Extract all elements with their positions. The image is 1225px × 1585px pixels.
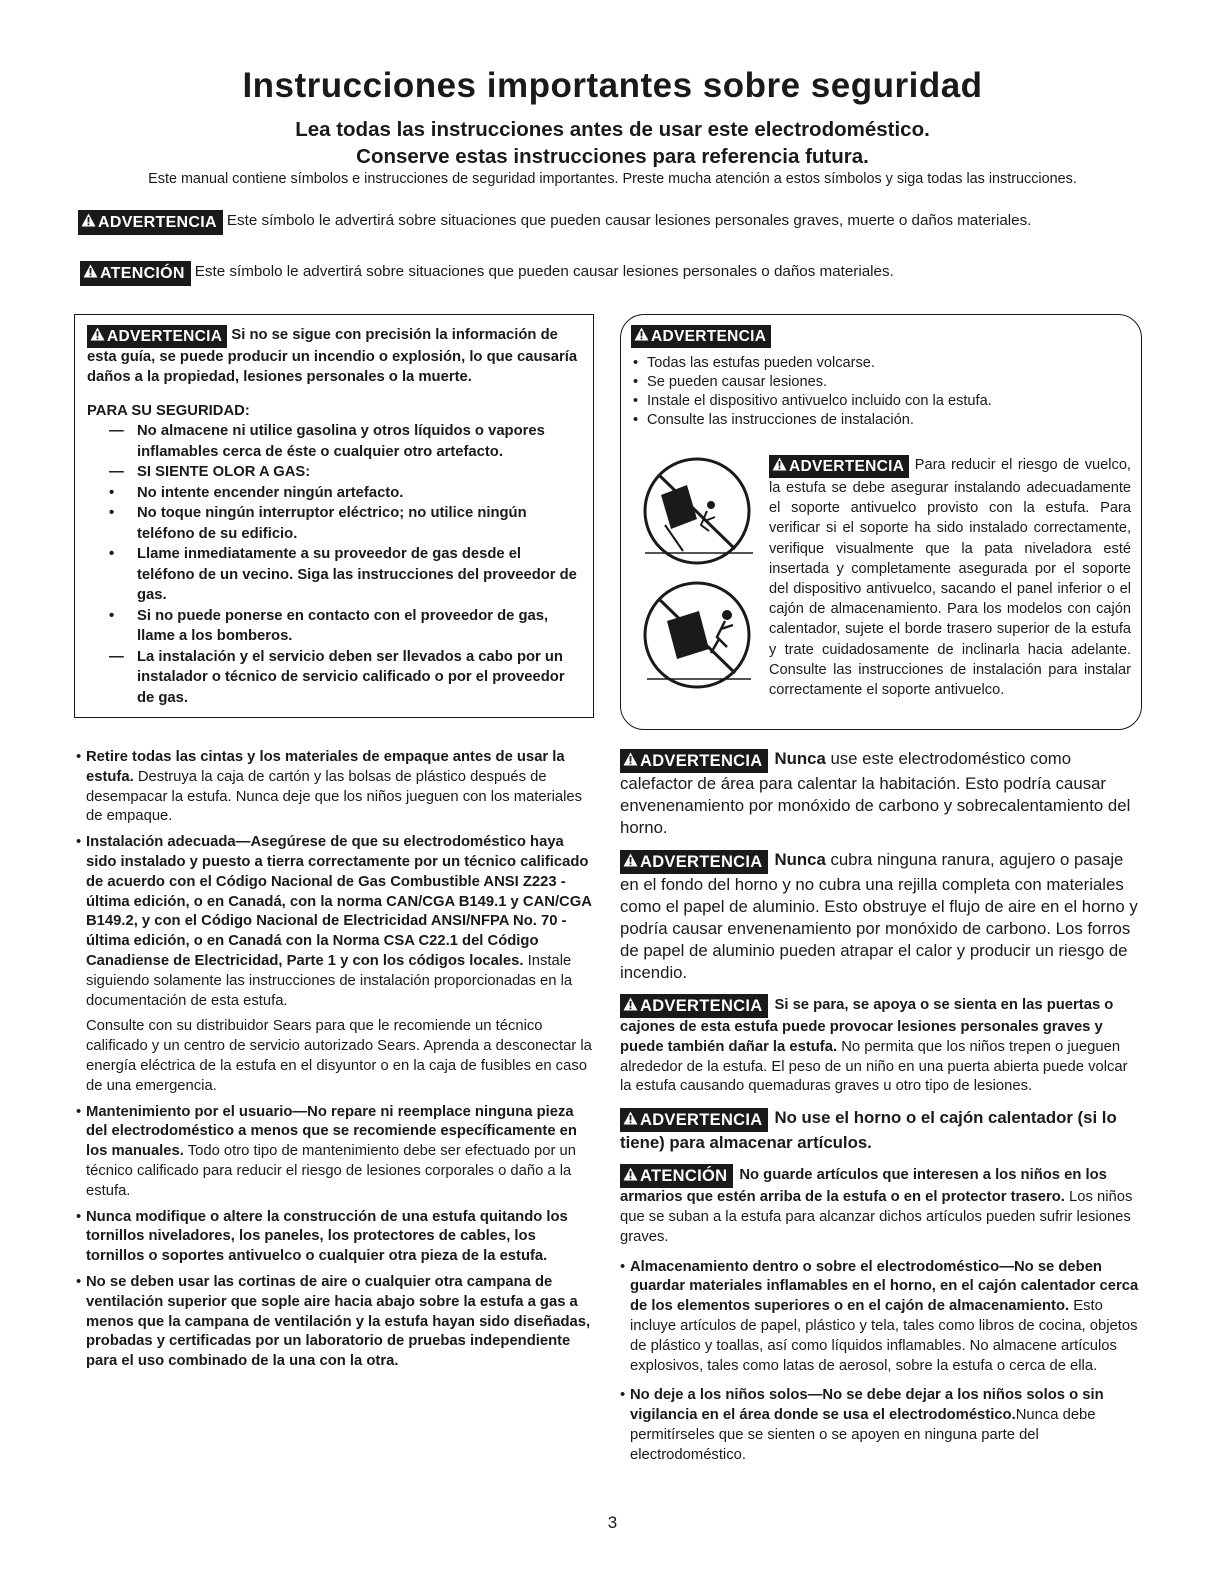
page-title: Instrucciones importantes sobre seguridad — [242, 66, 983, 105]
badge-label: ATENCIÓN — [640, 1167, 728, 1186]
warning-doors-drawers: ADVERTENCIA Si se para, se apoya o se sienta en las puertas o cajones de esta estufa puede provocar lesiones personales graves y puede también dañar la estufa. No permita que los niños trepen o jueguen alrededor de la estufa. El peso de un niño en una puerta abierta puede volcar la estufa causando quemaduras graves u otro tipo de lesiones. — [620, 994, 1142, 1097]
warning-triangle-icon — [623, 752, 638, 770]
subtitle-keep-instructions: Conserve estas instrucciones para referencia futura. — [356, 145, 869, 168]
warning-badge — [620, 850, 768, 874]
instruction-proper-installation: • Instalación adecuada—Asegúrese de que su electrodoméstico haya sido instalado y puesto a tierra correctamente por un técnico calificado de acuerdo con el Código Nacional de Gas Combustible ANSI Z223 - última edición, o en Canadá, con la norma CAN/CGA B149.1 y CAN/CGA B149.2, y con el Código Nacional de Electricidad ANSI/NFPA No. 70 - última edición, o en Canadá con la Norma CSA C22.1 del Código Canadiense de Electricidad, Parte 1 y con los códigos locales. Instale siguiendo solamente las instrucciones de instalación proporcionadas en la documentación de esta estufa. — [76, 834, 592, 1009]
badge-label: ADVERTENCIA — [98, 213, 217, 231]
warning-triangle-icon — [623, 1111, 638, 1129]
caution-badge — [80, 261, 191, 286]
safety-item: • No intente encender ningún artefacto. — [109, 484, 404, 501]
warning-triangle-icon — [81, 213, 96, 232]
badge-label: ADVERTENCIA — [640, 752, 763, 770]
caution-badge — [620, 1164, 733, 1188]
instruction-children-alone: • No deje a los niños solos—No se debe dejar a los niños solos o sin vigilancia en el área donde se usa el electrodoméstico.Nunca debe permitírseles que se sienten o se apoyen en ninguna parte del electrodoméstico. — [620, 1387, 1104, 1463]
warning-triangle-icon — [623, 1167, 638, 1185]
badge-label: ADVERTENCIA — [640, 853, 763, 871]
warning-triangle-icon — [623, 853, 638, 871]
warning-triangle-icon — [623, 997, 638, 1015]
legend-warning — [78, 210, 1148, 235]
left-column — [76, 748, 596, 1378]
warning-badge — [631, 325, 771, 348]
gas-warning-box — [74, 314, 594, 718]
warning-badge — [620, 994, 768, 1018]
legend-warning-text: Este símbolo le advertirá sobre situaciones que pueden causar lesiones personales graves, muerte o daños materiales. — [226, 212, 1032, 229]
badge-label: ADVERTENCIA — [107, 327, 223, 345]
badge-label: ATENCIÓN — [100, 264, 185, 282]
badge-label: ADVERTENCIA — [789, 457, 905, 475]
tipover-bullet: • Todas las estufas pueden volcarse. — [633, 355, 875, 371]
instruction-remove-packaging: • Retire todas las cintas y los materiales de empaque antes de usar la estufa. Destruya la caja de cartón y las bolsas de plástico después de desempacar la estufa. Nunca deje que los niños jueguen con los materiales de empaque. — [76, 749, 582, 825]
warning-space-heater: ADVERTENCIA Nunca use este electrodoméstico como calefactor de área para calentar la habitación. Esto podría causar envenenamiento por monóxido de carbono y sobrecalentamiento del horno. — [620, 749, 1131, 837]
warning-triangle-icon — [90, 327, 105, 346]
tipover-diagrams — [635, 453, 765, 703]
warning-badge — [87, 325, 227, 348]
subtitle-read-all: Lea todas las instrucciones antes de usar este electrodoméstico. — [295, 118, 930, 141]
warning-badge — [78, 210, 223, 235]
legend-caution — [80, 261, 1150, 286]
instruction-storage: • Almacenamiento dentro o sobre el electrodoméstico—No se deben guardar materiales inflamables en el horno, en el cajón calentador cerca de los elementos superiores o en el cajón de almacenamiento. Esto incluye artículos de papel, plástico y tela, tales como libros de cocina, objetos de plástico y toallas, así como líquidos inflamables. No almacene artículos explosivos, tales como latas de aerosol, sobre la estufa o cerca de ella. — [620, 1258, 1139, 1374]
warning-storage-oven: ADVERTENCIA No use el horno o el cajón calentador (si lo tiene) para almacenar artículos. — [620, 1108, 1117, 1153]
tipover-bullet: • Instale el dispositivo antivuelco incluido con la estufa. — [633, 393, 992, 409]
gas-warning-lead-2: de esta guía, se puede producir un incendio o explosión, lo que causaría daños a la propiedad, lesiones personales o la muerte. — [87, 327, 578, 385]
right-column — [620, 748, 1142, 1476]
tipover-bullet: • Se pueden causar lesiones. — [633, 374, 828, 390]
intro-text: Este manual contiene símbolos e instrucciones de seguridad importantes. Preste mucha atención a estos símbolos y siga todas las instrucciones. — [148, 171, 1077, 187]
tipover-bullets — [631, 354, 1129, 430]
instruction-user-maintenance: • Mantenimiento por el usuario—No repare ni reemplace ninguna pieza del electrodoméstico a menos que se recomiende específicamente en los manuales. Todo otro tipo de mantenimiento debe ser efectuado por un técnico calificado para reducir el riesgo de lesiones corporales o daño a la estufa. — [76, 1103, 577, 1199]
instruction-sears-note: Consulte con su distribuidor Sears para que le recomiende un técnico calificado y un centro de servicio autorizado Sears. Aprenda a desconectar la energía eléctrica de la estufa en el disyuntor o en la caja de fusibles en caso de una emergencia. — [86, 1018, 592, 1094]
page-number: 3 — [607, 1513, 618, 1532]
safety-item: • No toque ningún interruptor eléctrico; no utilice ningún teléfono de su edificio. — [109, 505, 527, 542]
tipover-prohibition-icon — [635, 453, 765, 703]
instruction-never-modify: • Nunca modifique o altere la construcción de una estufa quitando los tornillos niveladores, los paneles, los protectores de cables, los tornillos o soportes antivuelco o cualquier otra pieza de la estufa. — [76, 1208, 568, 1265]
tipover-text: Para reducir el riesgo de vuelco, la estufa se debe asegurar instalando adecuadamente el soporte antivuelco provisto con la estufa. Para verificar si el soporte ha sido instalado correctamente, verifique visualmente que la pata niveladora esté insertada y completamente asegurada por el soporte del dispositivo antivuelco, sacando el panel inferior o el cajón de almacenamiento. Para los modelos con cajón calentador, sujete el borde trasero superior de la estufa y trate cuidadosamente de inclinarla hacia adelante. Consulte las instrucciones de instalación para instalar correctamente el soporte antivuelco. — [769, 457, 1131, 699]
gas-warning-lead-1: Si no se sigue con precisión la información — [231, 327, 537, 343]
safety-item: — No almacene ni utilice gasolina y otros líquidos o vapores inflamables cerca de éste o cualquier otro artefacto. — [109, 423, 545, 460]
safety-item: — SI SIENTE OLOR A GAS: — [109, 464, 311, 480]
badge-label: ADVERTENCIA — [651, 327, 767, 345]
badge-label: ADVERTENCIA — [640, 1111, 763, 1130]
safety-heading: PARA SU SEGURIDAD: — [87, 403, 250, 419]
warning-badge — [620, 1108, 768, 1132]
tipover-warning-box — [620, 314, 1142, 730]
caution-children-items: ATENCIÓN No guarde artículos que interesen a los niños en los armarios que estén arriba de la estufa o en el protector trasero. Los niños que se suban a la estufa para alcanzar dichos artículos pueden sufrir lesiones graves. — [620, 1164, 1142, 1247]
warning-triangle-icon — [83, 264, 98, 283]
legend-caution-text: Este símbolo le advertirá sobre situaciones que pueden causar lesiones personales o daños materiales. — [194, 263, 894, 280]
tipover-bullet: • Consulte las instrucciones de instalación. — [633, 412, 914, 428]
instruction-air-curtains: • No se deben usar las cortinas de aire o cualquier otra campana de ventilación superior que sople aire hacia abajo sobre la estufa a gas a menos que la campana de ventilación y la estufa hayan sido diseñadas, probadas y certificadas por un laboratorio de pruebas independiente para el uso combinado de la una con la otra. — [76, 1273, 591, 1370]
warning-badge — [620, 749, 768, 773]
warning-badge — [769, 455, 909, 478]
warning-cover-slots: ADVERTENCIA Nunca cubra ninguna ranura, agujero o pasaje en el fondo del horno y no cubra una rejilla completa con materiales como el papel de aluminio. Esto obstruye el flujo de aire en el horno y podría causar envenenamiento por monóxido de carbono. Los forros de papel de aluminio pueden atrapar el calor y producir un riesgo de incendio. — [620, 850, 1138, 982]
warning-triangle-icon — [634, 327, 649, 346]
warning-triangle-icon — [772, 457, 787, 476]
safety-item: — La instalación y el servicio deben ser llevados a cabo por un instalador o técnico de servicio calificado o por el proveedor de gas. — [109, 648, 565, 706]
safety-item: • Si no puede ponerse en contacto con el proveedor de gas, llame a los bomberos. — [109, 607, 549, 644]
gas-warning-lead — [87, 325, 581, 387]
safety-item: • Llame inmediatamente a su proveedor de gas desde el teléfono de un vecino. Siga las instrucciones del proveedor de gas. — [109, 546, 577, 603]
safety-list — [87, 421, 581, 708]
badge-label: ADVERTENCIA — [640, 997, 763, 1015]
tipover-paragraph — [769, 455, 1131, 700]
